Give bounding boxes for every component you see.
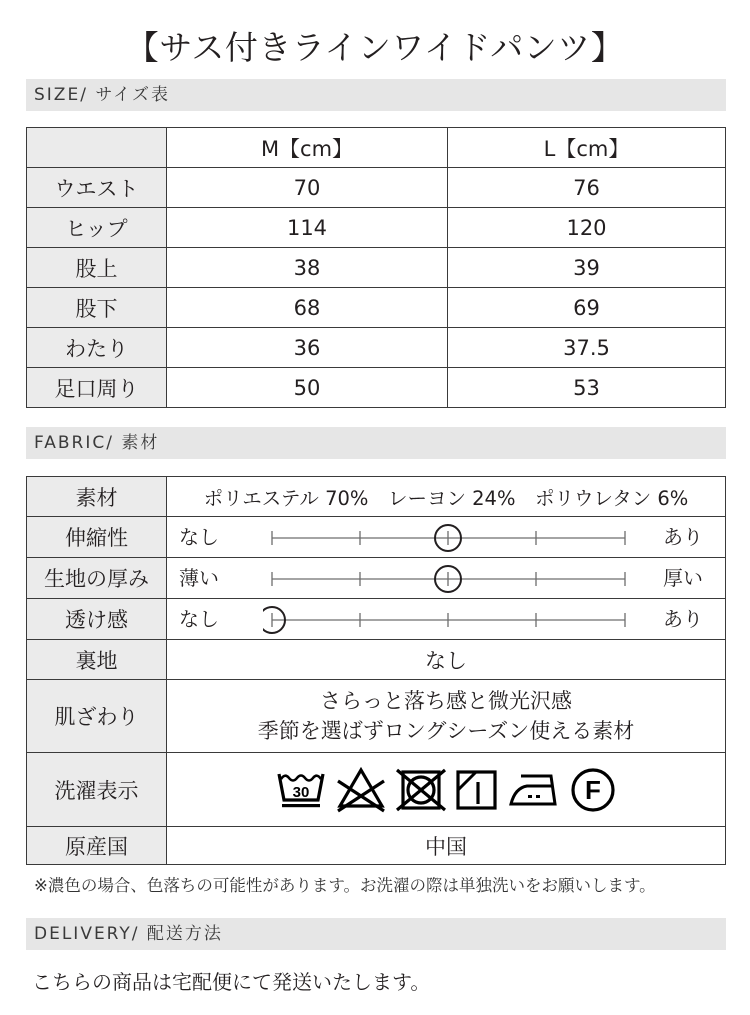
cell-l: 69 [448,288,726,328]
scale-bar-icon [263,517,643,557]
lining-value: なし [167,640,726,680]
scale-bar-icon [263,599,643,639]
row-label: 足口周り [27,368,167,408]
row-label: 股下 [27,288,167,328]
cell-m: 36 [167,328,448,368]
iron-low-icon [507,768,561,812]
row-label: ヒップ [27,208,167,248]
scale-right-label: あり [663,607,703,631]
table-row [27,248,726,288]
cell-l: 37.5 [448,328,726,368]
scale-left-label: なし [179,525,219,549]
cell-m: 68 [167,288,448,328]
fabric-section-header: FABRIC/ 素材 [26,427,726,459]
row-label: 生地の厚み [27,558,167,599]
column-header-m: M【cm】 [167,128,448,168]
origin-value: 中国 [167,827,726,865]
size-table [26,127,726,408]
cell-m: 38 [167,248,448,288]
row-label: 透け感 [27,599,167,640]
table-row [27,168,726,208]
texture-value [167,680,726,753]
scale-bar-icon [263,558,643,598]
material-row [27,477,726,517]
no-tumble-dry-icon [395,768,447,812]
row-label: 肌ざわり [27,680,167,753]
page-title: 【サス付きラインワイドパンツ】 [125,28,625,67]
row-label: 伸縮性 [27,517,167,558]
fabric-table [26,476,726,865]
drip-dry-shade-icon [455,768,499,812]
cell-m: 114 [167,208,448,248]
texture-row [27,680,726,753]
care-symbols [167,753,726,827]
no-bleach-icon [335,767,387,813]
svg-text:F: F [585,774,601,805]
stretch-scale [167,517,726,558]
lining-row [27,640,726,680]
delivery-section-header: DELIVERY/ 配送方法 [26,918,726,950]
column-header-l: L【cm】 [448,128,726,168]
table-row [27,328,726,368]
cell-m: 50 [167,368,448,408]
delivery-text: こちらの商品は宅配便にて発送いたします。 [32,970,431,994]
row-label: 裏地 [27,640,167,680]
table-row [27,288,726,328]
texture-line-1: さらっと落ち感と微光沢感 [320,689,572,713]
row-label: 素材 [27,477,167,517]
stretch-row [27,517,726,558]
wash-30-icon [275,768,327,812]
row-label: 洗濯表示 [27,753,167,827]
thickness-scale [167,558,726,599]
table-row [27,208,726,248]
table-row [27,368,726,408]
row-label: 原産国 [27,827,167,865]
cell-l: 76 [448,168,726,208]
cell-l: 39 [448,248,726,288]
thickness-row [27,558,726,599]
origin-row [27,827,726,865]
row-label: ウエスト [27,168,167,208]
scale-right-label: 厚い [663,566,703,590]
care-row [27,753,726,827]
care-note: ※濃色の場合、色落ちの可能性があります。お洗濯の際は単独洗いをお願いします。 [34,876,656,895]
texture-line-2: 季節を選ばずロングシーズン使える素材 [257,719,635,743]
row-label: 股上 [27,248,167,288]
dry-clean-f-icon [569,766,617,814]
table-header-row [27,128,726,168]
sheerness-scale [167,599,726,640]
sheerness-row [27,599,726,640]
scale-left-label: なし [179,607,219,631]
cell-l: 53 [448,368,726,408]
corner-cell [27,128,167,168]
material-value: ポリエステル 70% レーヨン 24% ポリウレタン 6% [167,477,726,517]
svg-text:30: 30 [292,783,310,801]
cell-m: 70 [167,168,448,208]
scale-right-label: あり [663,525,703,549]
size-section-header: SIZE/ サイズ表 [26,79,726,111]
row-label: わたり [27,328,167,368]
cell-l: 120 [448,208,726,248]
scale-left-label: 薄い [179,566,219,590]
